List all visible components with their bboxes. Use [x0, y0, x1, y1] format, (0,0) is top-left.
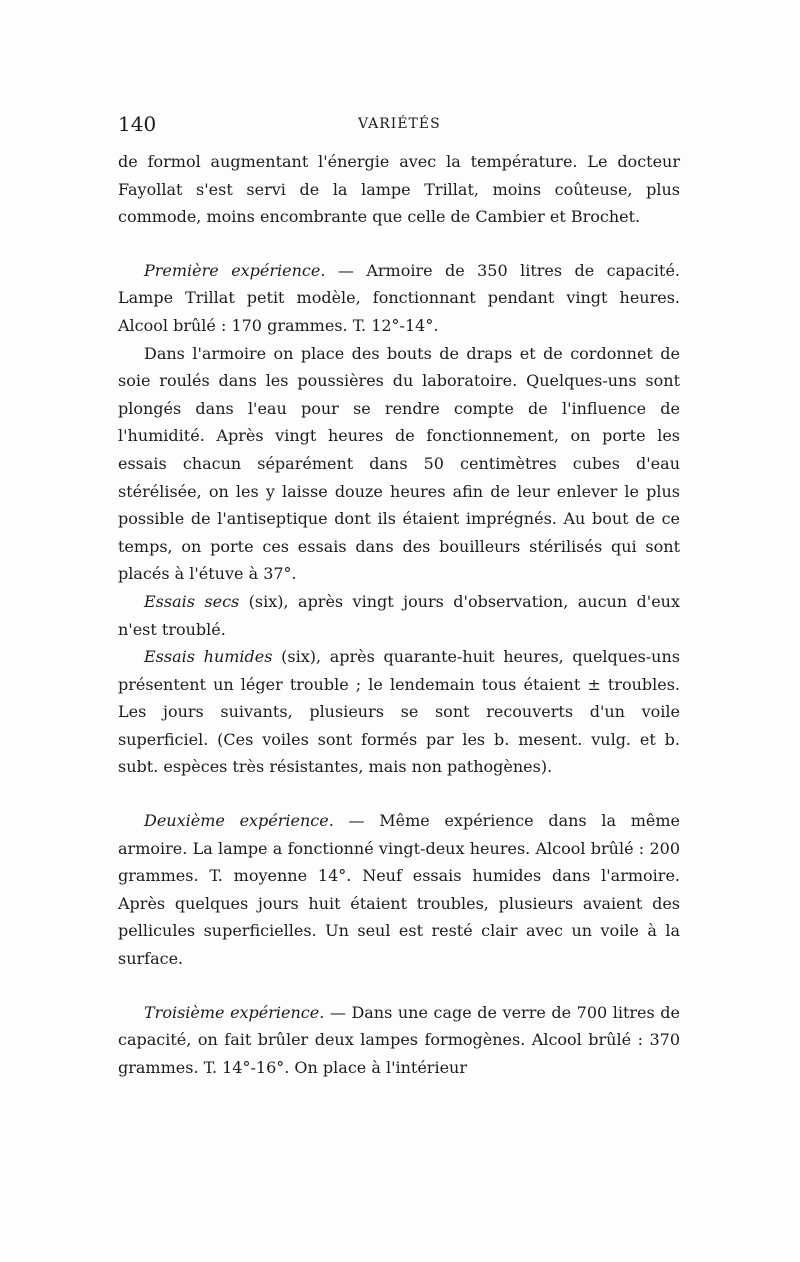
page-header — [118, 112, 680, 142]
paragraph-text: — Même expérience dans la même armoire. La lampe a fonctionné vingt-deux heures. Alcool brûlé : 200 grammes. T. moyenne 14°. Neuf essais humides dans l'armoire. Après quelques jours huit étaient troubles, plusieurs avaient des pellicules superficielles. Un seul est resté clair avec un voile à la surface. — [118, 811, 680, 969]
running-head: VARIÉTÉS — [358, 116, 441, 132]
paragraph-lead: Première expérience. — [144, 260, 326, 280]
paragraph-lead: Essais humides — [144, 647, 273, 667]
paragraph-essais-secs — [118, 588, 680, 643]
paragraph-3: Dans l'armoire on place des bouts de draps et de cordonnet de soie roulés dans les poussières du laboratoire. Quelques-uns sont plongés dans l'eau pour se rendre compte de l'influence de l'humidité. Après vingt heures de fonctionnement, on porte les essais chacun séparément dans 50 centimètres cubes d'eau stérélisée, on les y laisse douze heures afin de leur enlever le plus possible de l'antiseptique dont ils étaient imprégnés. Au bout de ce temps, on porte ces essais dans des bouilleurs stérilisés qui sont placés à l'étuve à 37°. — [118, 343, 680, 584]
paragraph-lead: Deuxième expérience. — [144, 811, 334, 831]
paragraph-text: (six), après vingt jours d'observation, aucun d'eux n'est troublé. — [118, 591, 680, 639]
paragraph-deuxieme-experience — [118, 807, 680, 973]
paragraph-lead: Troisième expérience. — [144, 1002, 325, 1022]
paragraph-text: — Dans une cage de verre de 700 litres de capacité, on fait brûler deux lampes formogènes. Alcool brûlé : 370 grammes. T. 14°-16°. On place à l'intérieur — [118, 1002, 680, 1077]
paragraph-essais-humides — [118, 643, 680, 781]
paragraph-text: — Armoire de 350 litres de capacité. Lampe Trillat petit modèle, fonctionnant pendant vingt heures. Alcool brûlé : 170 grammes. T. 12°-14°. — [118, 260, 680, 335]
body-text — [118, 148, 680, 1081]
page-number: 140 — [118, 112, 157, 136]
paragraph-text: (six), après quarante-huit heures, quelques-uns présentent un léger trouble ; le lendemain tous étaient ± troubles. Les jours suivants, plusieurs se sont recouverts d'un voile superficiel. (Ces voiles sont formés par les b. mesent. vulg. et b. subt. espèces très résistantes, mais non pathogènes). — [118, 647, 681, 777]
paragraph-troisieme-experience — [118, 999, 680, 1082]
paragraph-lead: Essais secs — [144, 591, 240, 611]
paragraph-1: de formol augmentant l'énergie avec la température. Le docteur Fayollat s'est servi de la lampe Trillat, moins coûteuse, plus commode, moins encombrante que celle de Cambier et Brochet. — [118, 152, 680, 227]
paragraph-premiere-experience — [118, 257, 680, 340]
